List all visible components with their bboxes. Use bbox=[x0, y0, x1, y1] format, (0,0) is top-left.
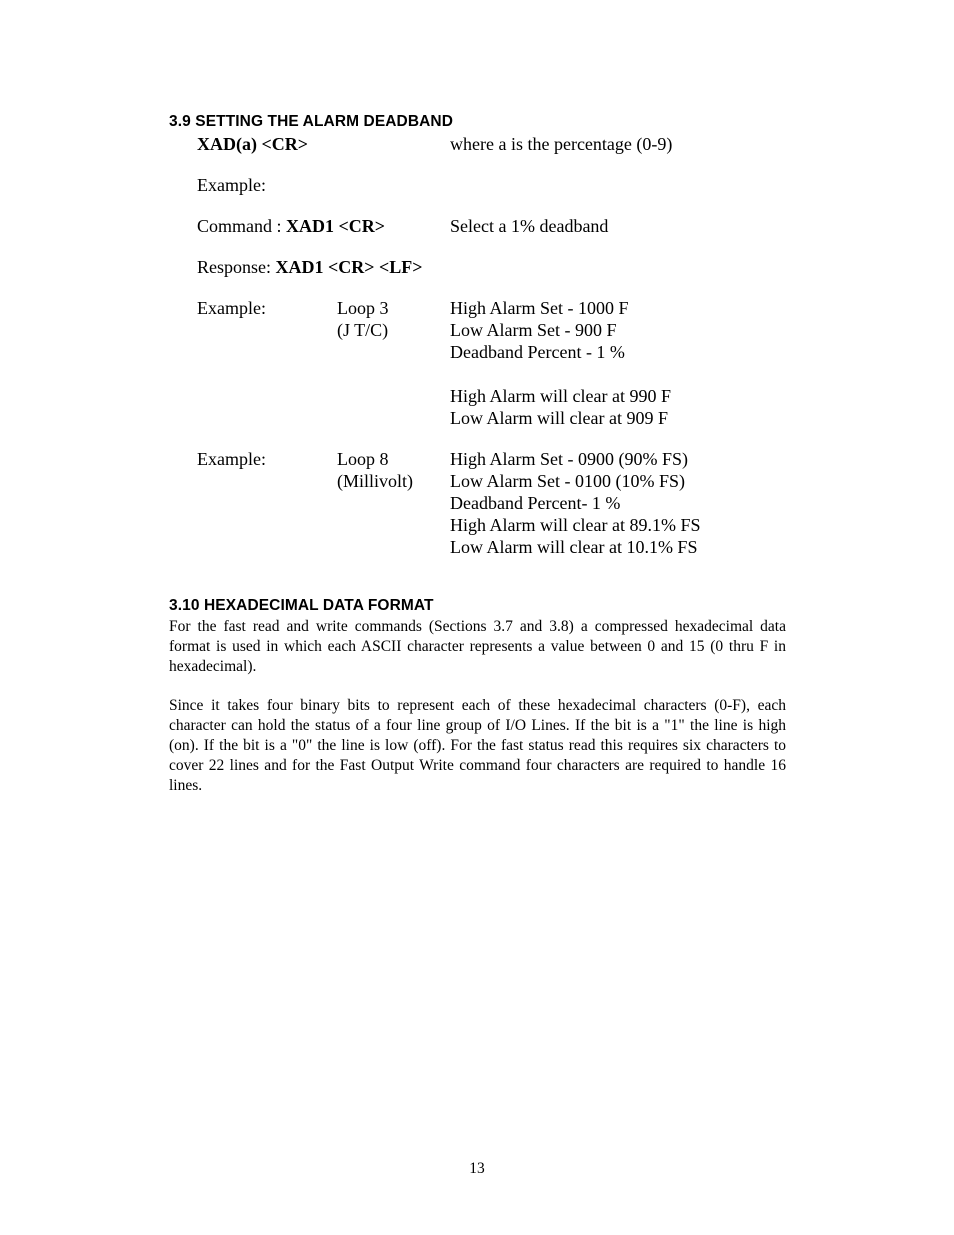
example2-loop: Loop 8 bbox=[337, 449, 389, 469]
command-syntax-description: where a is the percentage (0-9) bbox=[450, 134, 673, 154]
response-label: Response: bbox=[197, 257, 276, 277]
command-label: Command : bbox=[197, 216, 286, 236]
example2-line: Low Alarm will clear at 10.1% FS bbox=[450, 537, 698, 557]
example1-label: Example: bbox=[197, 298, 266, 318]
example1-loop: Loop 3 bbox=[337, 298, 389, 318]
example2-label: Example: bbox=[197, 449, 266, 469]
example1-line: High Alarm will clear at 990 F bbox=[450, 386, 671, 406]
example1-line: High Alarm Set - 1000 F bbox=[450, 298, 629, 318]
section-heading-3-10: 3.10 HEXADECIMAL DATA FORMAT bbox=[169, 597, 434, 614]
paragraph: For the fast read and write commands (Sections 3.7 and 3.8) a compressed hexadecimal data format is used in which each ASCII character represents a value between 0 and 15 (0 thru F in hexadecimal). bbox=[169, 618, 786, 675]
example1-line: Low Alarm will clear at 909 F bbox=[450, 408, 668, 428]
example2-line: High Alarm Set - 0900 (90% FS) bbox=[450, 449, 688, 469]
example2-line: Deadband Percent- 1 % bbox=[450, 493, 621, 513]
response-line bbox=[197, 256, 423, 278]
command-line bbox=[197, 215, 385, 237]
example2-line: Low Alarm Set - 0100 (10% FS) bbox=[450, 471, 685, 491]
example-label: Example: bbox=[197, 175, 266, 195]
paragraph: Since it takes four binary bits to represent each of these hexadecimal characters (0-F), each character can hold the status of a four line group of I/O Lines. If the bit is a "1" the line is high (on). If the bit is a "0" the line is low (off). For the fast status read this requires six characters to cover 22 lines and for the Fast Output Write command four characters are required to handle 16 lines. bbox=[169, 697, 786, 794]
command-description: Select a 1% deadband bbox=[450, 216, 609, 236]
command-syntax bbox=[197, 133, 308, 155]
example1-line: Deadband Percent - 1 % bbox=[450, 342, 625, 362]
command-value: XAD1 <CR> bbox=[286, 216, 386, 236]
response-value: XAD1 <CR> <LF> bbox=[275, 257, 423, 277]
example1-loop-type: (J T/C) bbox=[337, 320, 389, 340]
section-heading-3-9: 3.9 SETTING THE ALARM DEADBAND bbox=[169, 113, 454, 130]
example2-loop-type: (Millivolt) bbox=[337, 471, 413, 491]
example1-line: Low Alarm Set - 900 F bbox=[450, 320, 617, 340]
example2-line: High Alarm will clear at 89.1% FS bbox=[450, 515, 701, 535]
page-number: 13 bbox=[469, 1160, 485, 1177]
command-syntax-text: XAD(a) <CR> bbox=[197, 134, 308, 154]
